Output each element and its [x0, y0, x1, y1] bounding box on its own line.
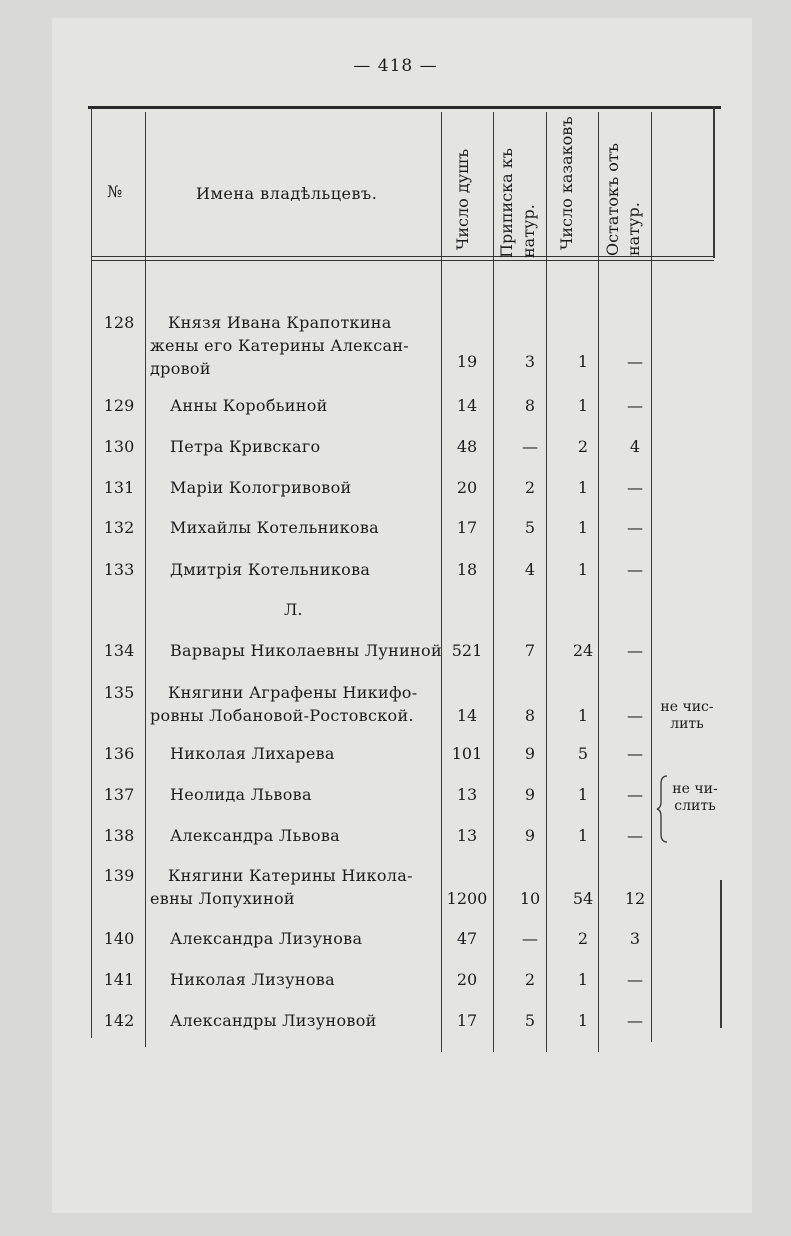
remainder-count: 12: [624, 889, 646, 908]
owner-name: Александры Лизуновой: [170, 1011, 377, 1030]
header-souls: Число душъ: [453, 148, 472, 250]
row-number: 128: [103, 313, 135, 332]
header-remainder-1: [603, 116, 623, 256]
remainder-count: —: [627, 744, 643, 763]
attached-count: 9: [524, 744, 536, 763]
note-line: не чис-: [660, 699, 714, 715]
cossacks-count: 1: [577, 560, 589, 579]
owner-name: Михайлы Котельникова: [170, 518, 379, 537]
header-remainder-2: [624, 116, 644, 256]
owner-name: Князя Ивана Крапоткина: [168, 313, 392, 332]
attached-count: —: [522, 437, 538, 456]
attached-count: 8: [524, 706, 536, 725]
row-number: 140: [103, 929, 135, 948]
souls-count: 1200: [446, 889, 488, 908]
remainder-count: —: [627, 478, 643, 497]
souls-count: 18: [456, 560, 478, 579]
grid-line: [713, 106, 715, 258]
curly-brace-icon: [656, 774, 670, 844]
attached-count: 3: [524, 352, 536, 371]
cossacks-count: 1: [577, 478, 589, 497]
header-remainder-line1: Остатокъ отъ: [603, 143, 622, 256]
header-attached-line1: Приписка къ: [497, 148, 516, 258]
owner-name: Николая Лизунова: [170, 970, 335, 989]
cossacks-count: 1: [577, 826, 589, 845]
header-attached-2: [519, 118, 539, 258]
attached-count: 9: [524, 785, 536, 804]
souls-count: 20: [456, 970, 478, 989]
attached-count: 8: [524, 396, 536, 415]
cossacks-count: 2: [577, 929, 589, 948]
remainder-count: —: [627, 826, 643, 845]
owner-name: Княгини Аграфены Никифо-: [168, 683, 418, 702]
row-number: 136: [103, 744, 135, 763]
remainder-count: —: [627, 352, 643, 371]
row-number: 137: [103, 785, 135, 804]
souls-count: 101: [451, 744, 483, 763]
row-number: 130: [103, 437, 135, 456]
note-137-138: [668, 781, 722, 815]
row-number: 131: [103, 478, 135, 497]
attached-count: 10: [519, 889, 541, 908]
row-number: 138: [103, 826, 135, 845]
row-number: 142: [103, 1011, 135, 1030]
owner-name: Дмитрія Котельникова: [170, 560, 371, 579]
header-cossacks: Число казаковъ: [557, 116, 576, 250]
remainder-count: —: [627, 518, 643, 537]
row-number: 135: [103, 683, 135, 702]
souls-count: 521: [451, 641, 483, 660]
row-number: 139: [103, 866, 135, 885]
owner-name: Александра Лизунова: [170, 929, 363, 948]
souls-count: 47: [456, 929, 478, 948]
remainder-count: 4: [629, 437, 641, 456]
cossacks-count: 1: [577, 352, 589, 371]
grid-line: [145, 112, 146, 1047]
attached-count: 5: [524, 1011, 536, 1030]
attached-count: 2: [524, 478, 536, 497]
remainder-count: —: [627, 970, 643, 989]
grid-line: [493, 112, 494, 1052]
attached-count: 7: [524, 641, 536, 660]
souls-count: 14: [456, 706, 478, 725]
remainder-count: —: [627, 1011, 643, 1030]
cossacks-count: 5: [577, 744, 589, 763]
grid-line: [720, 880, 722, 1028]
note-line: не чи-: [672, 781, 718, 797]
souls-count: 17: [456, 518, 478, 537]
header-remainder-line2: натур.: [624, 202, 643, 256]
owner-name: дровой: [150, 359, 211, 378]
souls-count: 17: [456, 1011, 478, 1030]
attached-count: 9: [524, 826, 536, 845]
owner-name: Варвары Николаевны Луниной: [170, 641, 442, 660]
souls-count: 13: [456, 826, 478, 845]
owner-name: евны Лопухиной: [150, 889, 295, 908]
souls-count: 20: [456, 478, 478, 497]
owner-name: Анны Коробьиной: [170, 396, 328, 415]
cossacks-count: 24: [572, 641, 594, 660]
souls-count: 48: [456, 437, 478, 456]
row-number: 141: [103, 970, 135, 989]
souls-count: 13: [456, 785, 478, 804]
cossacks-count: 1: [577, 396, 589, 415]
header-no: №: [107, 182, 123, 201]
attached-count: 4: [524, 560, 536, 579]
cossacks-count: 1: [577, 518, 589, 537]
attached-count: 2: [524, 970, 536, 989]
remainder-count: —: [627, 706, 643, 725]
owner-name: Александра Львова: [170, 826, 340, 845]
remainder-count: —: [627, 560, 643, 579]
grid-line: [441, 112, 442, 1052]
cossacks-count: 54: [572, 889, 594, 908]
remainder-count: —: [627, 396, 643, 415]
cossacks-count: 1: [577, 1011, 589, 1030]
attached-count: 5: [524, 518, 536, 537]
cossacks-count: 1: [577, 706, 589, 725]
souls-count: 14: [456, 396, 478, 415]
paper-page: [52, 18, 752, 1213]
remainder-count: —: [627, 785, 643, 804]
row-number: 129: [103, 396, 135, 415]
owner-name: Неолида Львова: [170, 785, 312, 804]
remainder-count: —: [627, 641, 643, 660]
owner-name: Николая Лихарева: [170, 744, 335, 763]
grid-line: [598, 112, 599, 1052]
row-number: 134: [103, 641, 135, 660]
header-rule: [92, 256, 714, 257]
section-letter: Л.: [284, 600, 303, 619]
grid-line: [91, 108, 92, 1038]
row-number: 132: [103, 518, 135, 537]
header-attached-line2: натур.: [519, 204, 538, 258]
note-line: слить: [674, 798, 716, 814]
cossacks-count: 1: [577, 785, 589, 804]
owner-name: Княгини Катерины Никола-: [168, 866, 413, 885]
row-number: 133: [103, 560, 135, 579]
page-number: — 418 —: [353, 56, 438, 76]
owner-name: ровны Лобановой-Ростовской.: [150, 706, 414, 725]
header-rule: [92, 260, 714, 261]
owner-name: Маріи Кологривовой: [170, 478, 352, 497]
attached-count: —: [522, 929, 538, 948]
owner-name: жены его Катерины Алексан-: [150, 336, 409, 355]
grid-line: [546, 112, 547, 1052]
header-attached-1: [497, 118, 517, 258]
remainder-count: 3: [629, 929, 641, 948]
souls-count: 19: [456, 352, 478, 371]
note-135: [652, 699, 722, 733]
header-names: Имена владѣльцевъ.: [196, 184, 378, 203]
cossacks-count: 1: [577, 970, 589, 989]
cossacks-count: 2: [577, 437, 589, 456]
table-top-rule: [88, 106, 721, 109]
owner-name: Петра Кривскаго: [170, 437, 321, 456]
note-line: лить: [670, 716, 704, 732]
